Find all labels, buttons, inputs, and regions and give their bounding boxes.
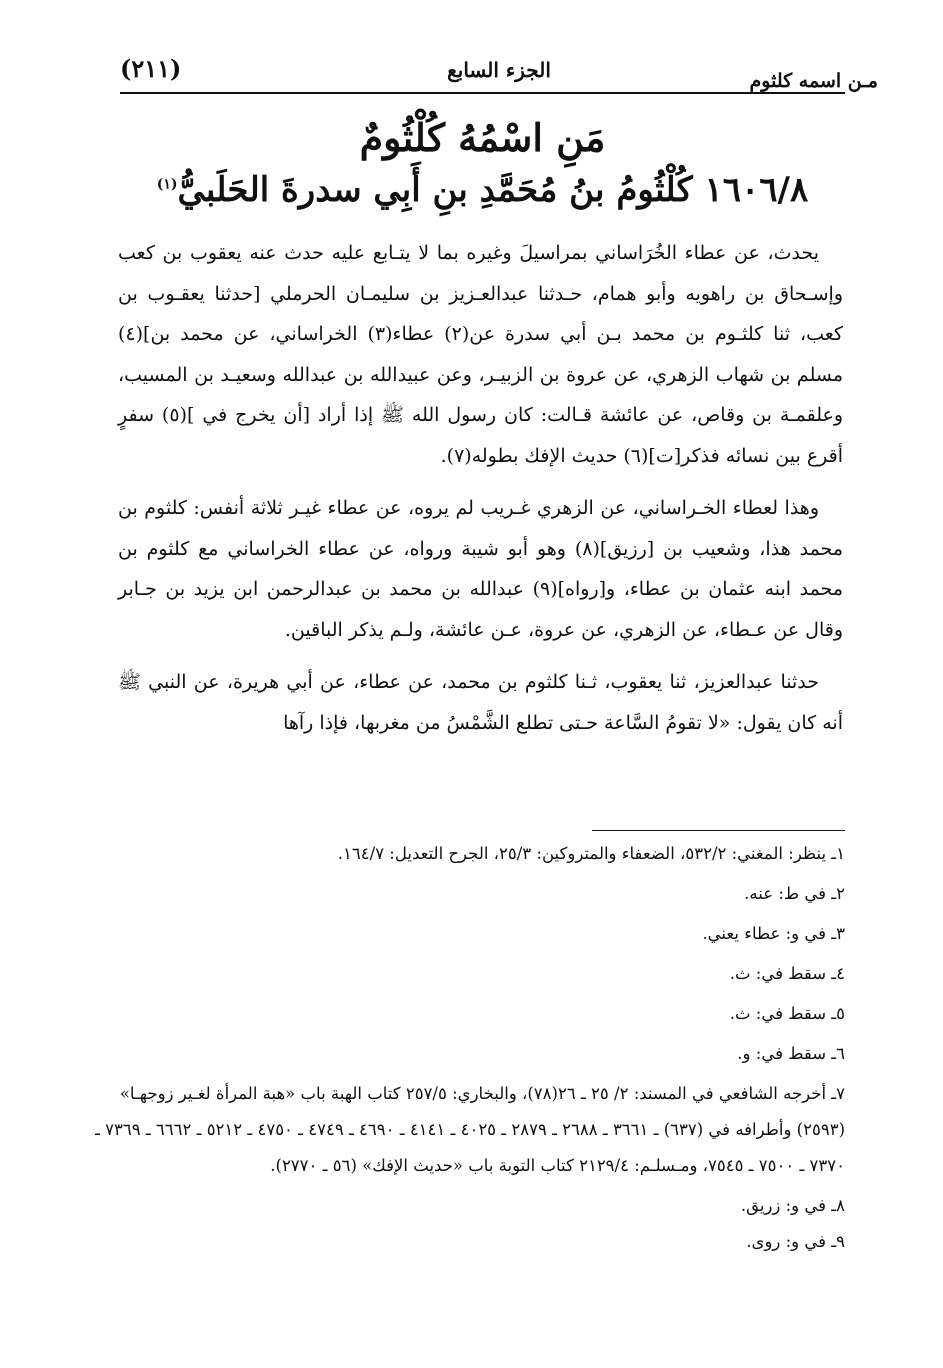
paragraph: حدثنا عبدالعزيز، ثنا يعقوب، ثـنا كلثوم بن محمد، عن عطاء، عن أبي هريرة، عن النبي ﷺ أنه كان يقول: «لا تقومُ السَّاعة حـتى تطلع الشَّمْسُ من مغربها، فإذا رآها	[118, 671, 843, 734]
paragraph: وهذا لعطاء الخـراساني، عن الزهري غـريب لم يروه، عن عطاء غيـر ثلاثة أنفس: كلثوم بن محمد هذا، وشعيب بن [رزيق](٨) وهو أبو شيبة ورواه، عن عطاء الخراساني مع كلثوم بن محمد ابنه عثمان بن عطاء، و[رواه](٩) عبدالله بن محمد بن عبدالرحمن ابن يزيد بن جـابر وقال عن عـطاء، عن الزهري، عن عروة، عـن عائشة، ولـم يذكر الباقين.	[118, 497, 844, 641]
footnote: ١ـ ينظر: المغني: ٥٣٢/٢، الضعفاء والمتروكين: ٢٥/٣، الجرح التعديل: ١٦٤/٧.	[337, 844, 845, 863]
footnote: ٨ـ في و: زريق.	[740, 1196, 845, 1215]
footnote-separator	[592, 830, 845, 831]
page-header	[120, 52, 878, 92]
footnote: ٦ـ سقط في: و.	[737, 1044, 845, 1063]
footnote: ٧ـ أخرجه الشافعي في المسند: ٢/ ٢٥ ـ ٢٦(٧٨)، والبخاري: ٢٥٧/٥ كتاب الهبة باب «هبة المرأة لغـير زوجهـا» (٢٥٩٣) وأطرافه في (٦٣٧) ـ ٣٦٦١ ـ ٢٦٨٨ ـ ٢٨٧٩ ـ ٤٠٢٥ ـ ٤١٤١ ـ ٤٦٩٠ ـ ٤٧٤٩ ـ ٤٧٥٠ ـ ٥٢١٢ ـ ٦٦٦٢ ـ ٧٣٦٩ ـ ٧٣٧٠ ـ ٧٥٠٠ ـ ٧٥٤٥، ومـسلـم: ٢١٢٩/٤ كتاب التوبة باب «حديث الإفك» (٥٦ ـ ٢٧٧٠).	[95, 1084, 845, 1175]
footnotes	[90, 836, 845, 1260]
footnote: ٩ـ في و: روى.	[746, 1232, 845, 1251]
footnote: ٥ـ سقط في: ث.	[729, 1004, 845, 1023]
body-text	[118, 233, 843, 755]
chapter-title: مَنِ اسْمُهُ كُلْثُومٌ	[359, 115, 606, 160]
header-rule	[120, 92, 845, 94]
entry-heading-text: ١٦٠٦/٨ كُلْثُومُ بنُ مُحَمَّدِ بنِ أَبِي سدرةَ الحَلَبيُّ	[177, 170, 809, 210]
footnote: ٢ـ في ط: عنه.	[744, 884, 845, 903]
paragraph: يحدث، عن عطاء الخُرَاساني بمراسيلَ وغيره بما لا يتـابع عليه حدث عنه يعقوب بن كعب وإسـحاق بن راهويه وأبو همام، حـدثنا عبدالعـزيز بن سليمـان الحرملي [حدثنا يعقـوب بن كعب، ثنا كلثـوم بن محمد بـن أبي سدرة عن(٢) عطاء(٣) الخراساني، عن محمد بن](٤) مسلم بن شهاب الزهري، عن عروة بن الزبيـر، وعن عبيدالله بن عبدالله وسعيـد بن المسيب، وعلقمـة بن وقاص، عن عائشة قـالت: كان رسول الله ﷺ إذا أراد [أن يخرج في ](٥) سفرٍ أقرع بين نسائه فذكر[ت](٦) حديث الإفك بطوله(٧).	[118, 242, 844, 467]
part-title: الجزء السابع	[447, 58, 551, 82]
footnote: ٣ـ في و: عطاء يعني.	[702, 924, 845, 943]
footnote: ٤ـ سقط في: ث.	[729, 964, 845, 983]
running-title: مـن اسمه كلثوم	[749, 70, 878, 92]
page-number: (٢١١)	[120, 54, 182, 83]
entry-heading	[120, 170, 845, 210]
entry-heading-footnote-ref: (١)	[156, 176, 178, 193]
